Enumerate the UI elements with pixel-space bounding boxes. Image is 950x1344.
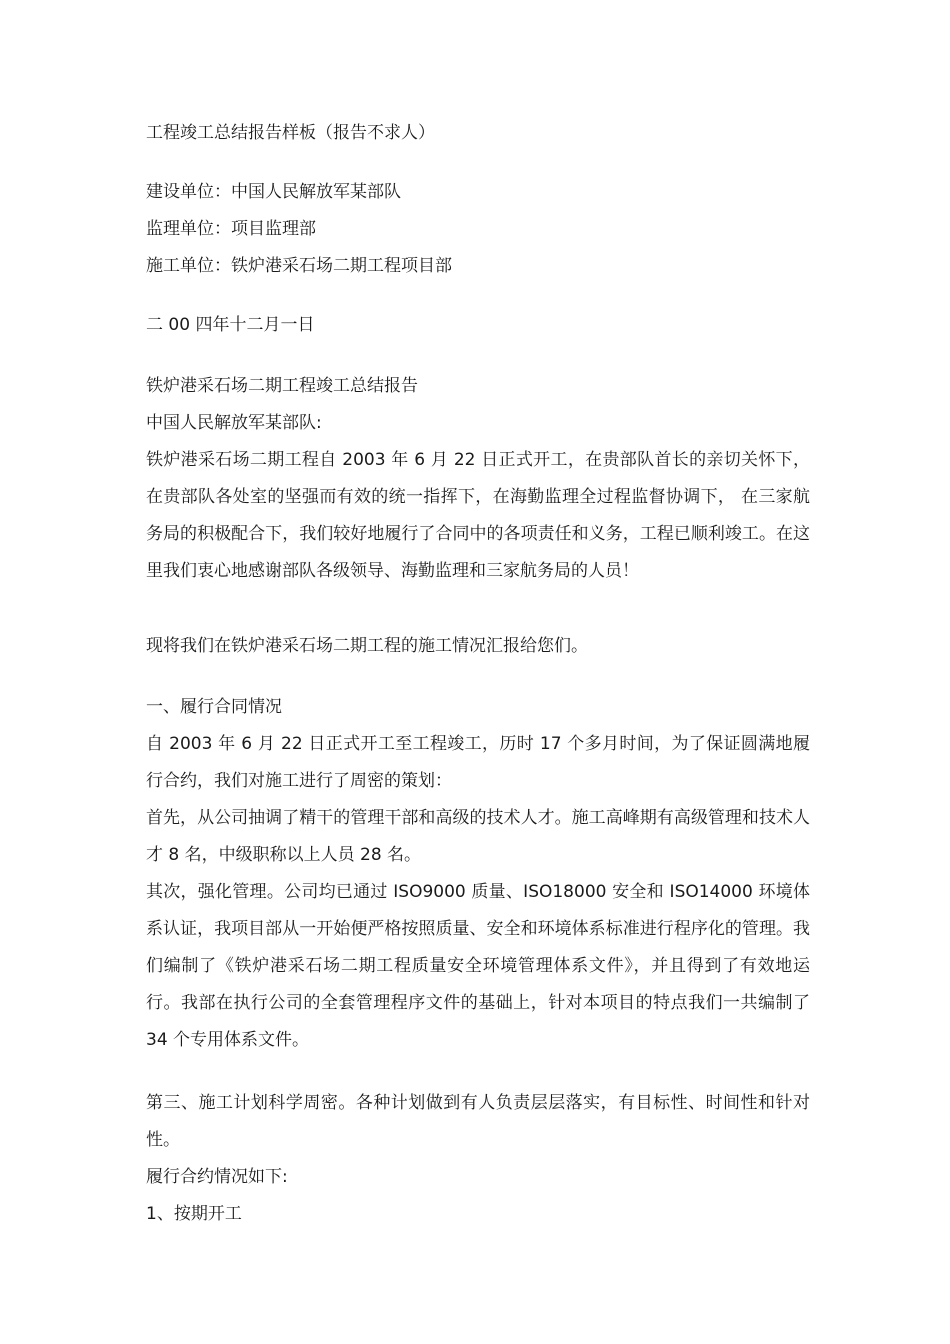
intro-paragraph: 铁炉港采石场二期工程自 2003 年 6 月 22 日正式开工，在贵部队首长的亲切关怀下，在贵部队各处室的坚强而有效的统一指挥下，在海勤监理全过程监督协调下， 在三家航务局的积极配合下，我们较好地履行了合同中的各项责任和义务，工程已顺利竣工。在这里我们衷心地感谢部队各级领导、海勤监理和三家航务局的人员！ [146,450,810,581]
section1-paragraph-1: 自 2003 年 6 月 22 日正式开工至工程竣工，历时 17 个多月时间，为了保证圆满地履行合约，我们对施工进行了周密的策划： [146,734,810,791]
section1-heading: 一、履行合同情况 [146,697,282,717]
item-1: 1、按期开工 [146,1204,242,1224]
section1-paragraph-2: 首先，从公司抽调了精干的管理干部和高级的技术人才。施工高峰期有高级管理和技术人才 8 名，中级职称以上人员 28 名。 [146,808,810,865]
supervision-unit: 监理单位：项目监理部 [146,219,316,239]
report-intro: 现将我们在铁炉港采石场二期工程的施工情况汇报给您们。 [146,636,588,656]
document-title: 工程竣工总结报告样板（报告不求人） [146,123,435,143]
addressee: 中国人民解放军某部队: [146,413,322,433]
contractor-unit: 施工单位：铁炉港采石场二期工程项目部 [146,256,452,276]
report-title: 铁炉港采石场二期工程竣工总结报告 [146,376,418,396]
construction-unit: 建设单位：中国人民解放军某部队 [146,182,401,202]
section1-paragraph-4: 第三、施工计划科学周密。各种计划做到有人负责层层落实，有目标性、时间性和针对性。 [146,1093,810,1150]
performance-intro: 履行合约情况如下: [146,1167,288,1187]
section1-paragraph-3: 其次，强化管理。公司均已通过 ISO9000 质量、ISO18000 安全和 ISO14000 环境体系认证，我项目部从一开始便严格按照质量、安全和环境体系标准进行程序化的管理。我们编制了《铁炉港采石场二期工程质量安全环境管理体系文件》，并且得到了有效地运行。我部在执行公司的全套管理程序文件的基础上，针对本项目的特点我们一共编制了 34 个专用体系文件。 [146,882,810,1050]
report-date: 二 00 四年十二月一日 [146,315,315,335]
